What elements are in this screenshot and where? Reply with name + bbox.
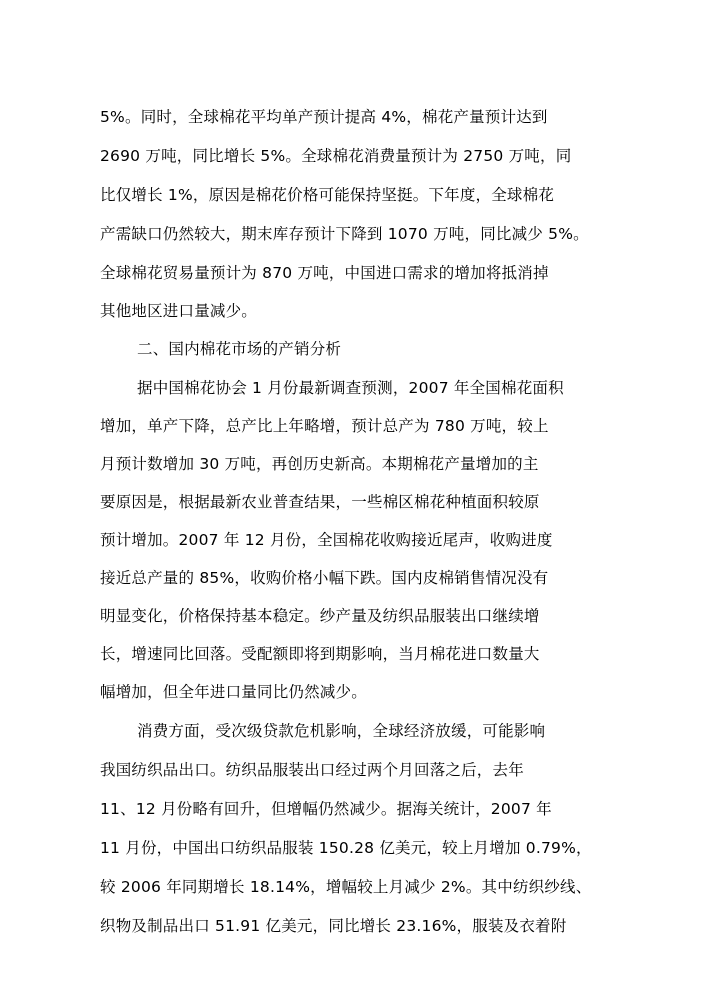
text-line: 2690 万吨，同比增长 5%。全球棉花消费量预计为 2750 万吨，同 <box>100 147 572 165</box>
text-line: 预计增加。2007 年 12 月份，全国棉花收购接近尾声，收购进度 <box>100 531 553 549</box>
section-heading: 二、国内棉花市场的产销分析 <box>137 340 342 358</box>
text-line: 5%。同时，全球棉花平均单产预计提高 4%，棉花产量预计达到 <box>100 108 548 126</box>
text-line: 要原因是，根据最新农业普查结果，一些棉区棉花种植面积较原 <box>100 493 540 511</box>
text-line: 织物及制品出口 51.91 亿美元，同比增长 23.16%，服装及衣着附 <box>100 917 567 935</box>
paragraph-start-line: 消费方面，受次级贷款危机影响，全球经济放缓，可能影响 <box>137 722 546 740</box>
text-line: 11、12 月份略有回升，但增幅仍然减少。据海关统计，2007 年 <box>100 800 552 818</box>
text-line: 幅增加，但全年进口量同比仍然减少。 <box>100 683 367 701</box>
text-line: 我国纺织品出口。纺织品服装出口经过两个月回落之后，去年 <box>100 761 524 779</box>
text-line: 11 月份，中国出口纺织品服装 150.28 亿美元，较上月增加 0.79%， <box>100 839 592 857</box>
text-line: 全球棉花贸易量预计为 870 万吨，中国进口需求的增加将抵消掉 <box>100 264 549 282</box>
text-line: 比仅增长 1%，原因是棉花价格可能保持坚挺。下年度，全球棉花 <box>100 186 555 204</box>
text-line: 其他地区进口量减少。 <box>100 302 258 320</box>
text-line: 明显变化，价格保持基本稳定。纱产量及纺织品服装出口继续增 <box>100 607 540 625</box>
text-line: 长，增速同比回落。受配额即将到期影响，当月棉花进口数量大 <box>100 645 540 663</box>
text-line: 较 2006 年同期增长 18.14%，增幅较上月减少 2%。其中纺织纱线、 <box>100 878 592 896</box>
text-line: 接近总产量的 85%，收购价格小幅下跌。国内皮棉销售情况没有 <box>100 569 549 587</box>
text-line: 产需缺口仍然较大，期末库存预计下降到 1070 万吨，同比减少 5%。 <box>100 225 589 243</box>
text-line: 月预计数增加 30 万吨，再创历史新高。本期棉花产量增加的主 <box>100 455 539 473</box>
paragraph-start-line: 据中国棉花协会 1 月份最新调查预测，2007 年全国棉花面积 <box>137 379 564 397</box>
text-line: 增加，单产下降，总产比上年略增，预计总产为 780 万吨，较上 <box>100 417 549 435</box>
